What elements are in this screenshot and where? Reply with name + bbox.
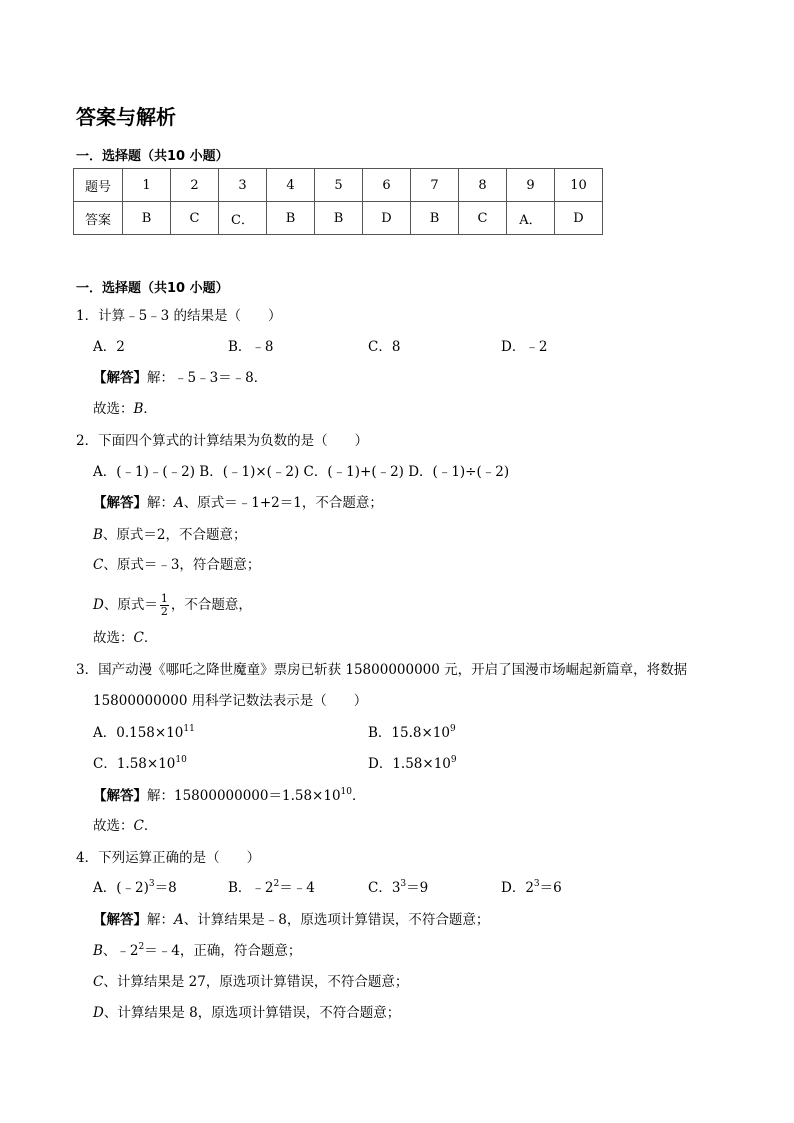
solution-text: 解：15800000000＝1.58×10 xyxy=(147,788,341,804)
pick-label: 故选： xyxy=(93,818,134,834)
solution-tag: 【解答】 xyxy=(93,370,147,386)
solution-text: 、原式＝ xyxy=(103,597,158,613)
q4-option-d xyxy=(501,879,562,897)
pick-end: ． xyxy=(143,818,158,834)
q2-solution-a xyxy=(93,494,383,512)
option-end: ＝﹣4 xyxy=(279,880,315,896)
q4-solution-c xyxy=(93,973,408,991)
q4-stem: 4．下列运算正确的是（ ） xyxy=(76,850,261,866)
table-row-numbers xyxy=(74,169,603,202)
solution-text: ，不合题意， xyxy=(170,597,252,613)
solution-text: ＝﹣4，正确，符合题意； xyxy=(144,943,302,959)
q3-stem-line1: 3．国产动漫《哪吒之降世魔童》票房已斩获 15800000000 元，开启了国漫市场崛起新篇章，将数据 xyxy=(76,662,688,678)
fraction-numerator: 1 xyxy=(160,592,168,605)
q1-stem: 1．计算﹣5﹣3 的结果是（ ） xyxy=(76,308,282,324)
solution-tag: 【解答】 xyxy=(93,495,147,511)
q1-option-d: D．﹣2 xyxy=(501,339,548,355)
solution-tag: 【解答】 xyxy=(93,912,147,928)
option-text: A．0.158×10 xyxy=(93,725,184,741)
page-title: 答案与解析 xyxy=(76,105,176,129)
q3-option-c xyxy=(93,755,187,773)
q2-stem: 2．下面四个算式的计算结果为负数的是（ ） xyxy=(76,433,369,449)
q3-option-b xyxy=(368,724,456,742)
option-letter: A xyxy=(174,912,184,928)
table-cell: 5 xyxy=(315,169,363,202)
q3-pick xyxy=(93,817,157,835)
solution-prefix: 解： xyxy=(147,495,174,511)
solution-text: 解：﹣5﹣3＝﹣8． xyxy=(147,370,268,386)
option-text: A．(﹣2) xyxy=(93,880,149,896)
option-letter: D xyxy=(93,597,104,613)
option-end: ＝9 xyxy=(406,880,429,896)
table-cell: C． xyxy=(219,202,267,235)
table-cell: 8 xyxy=(459,169,507,202)
exponent: 9 xyxy=(450,755,457,765)
option-text: B．﹣2 xyxy=(228,880,274,896)
table-cell: 6 xyxy=(363,169,411,202)
q2-pick xyxy=(93,629,157,647)
q1-pick xyxy=(93,400,157,418)
fraction-denominator: 2 xyxy=(160,605,168,618)
section-heading-2: 一．选择题（共10 小题） xyxy=(76,281,229,296)
option-letter: D xyxy=(93,1005,104,1021)
solution-text: 、计算结果是 27，原选项计算错误，不符合题意； xyxy=(103,974,409,990)
pick-label: 故选： xyxy=(93,630,134,646)
solution-text: 、原式＝2，不合题意； xyxy=(102,527,247,543)
solution-text: 、﹣2 xyxy=(102,943,139,959)
q1-option-b: B．﹣8 xyxy=(228,339,274,355)
table-cell: C xyxy=(459,202,507,235)
exponent: 2 xyxy=(273,879,280,889)
pick-end: ． xyxy=(143,630,158,646)
q2-solution-c xyxy=(93,556,260,574)
solution-end: ． xyxy=(351,788,366,804)
table-cell: C xyxy=(171,202,219,235)
exponent: 2 xyxy=(138,942,145,952)
exponent: 3 xyxy=(533,879,540,889)
table-cell: B xyxy=(123,202,171,235)
answer-table xyxy=(73,168,603,235)
q4-solution-b xyxy=(93,942,301,960)
q4-option-b xyxy=(228,879,315,897)
solution-text: 、原式＝﹣3，符合题意； xyxy=(103,557,261,573)
q2-solution-d xyxy=(93,593,252,618)
q1-option-a: A．2 xyxy=(93,339,125,355)
option-text: D．2 xyxy=(501,880,534,896)
exponent: 3 xyxy=(148,879,155,889)
table-cell: 10 xyxy=(555,169,603,202)
table-row-answers xyxy=(74,202,603,235)
section-heading: 一．选择题（共10 小题） xyxy=(76,149,229,164)
exponent: 10 xyxy=(340,787,352,797)
q3-solution xyxy=(93,787,365,805)
q1-solution xyxy=(93,369,267,387)
exponent: 9 xyxy=(449,724,456,734)
table-cell: 3 xyxy=(219,169,267,202)
table-cell: B xyxy=(411,202,459,235)
option-letter: C xyxy=(93,974,104,990)
pick-end: ． xyxy=(143,401,157,417)
option-end: ＝8 xyxy=(154,880,177,896)
q4-option-c xyxy=(368,879,428,897)
row-label-answers: 答案 xyxy=(74,202,123,235)
option-letter: B xyxy=(93,943,103,959)
solution-tag: 【解答】 xyxy=(93,788,147,804)
solution-text: 、计算结果是 8，原选项计算错误，不符合题意； xyxy=(103,1005,401,1021)
table-cell: B xyxy=(267,202,315,235)
exponent: 3 xyxy=(400,879,407,889)
table-cell: D xyxy=(363,202,411,235)
q3-option-a xyxy=(93,724,195,742)
exponent: 10 xyxy=(175,755,187,765)
pick-answer: C xyxy=(133,630,144,646)
option-text: D．1.58×10 xyxy=(368,756,451,772)
option-letter: B xyxy=(93,527,103,543)
q1-option-c: C．8 xyxy=(368,339,401,355)
solution-prefix: 解： xyxy=(147,912,174,928)
option-text: C．1.58×10 xyxy=(93,756,176,772)
table-cell: 4 xyxy=(267,169,315,202)
option-letter: A xyxy=(174,495,184,511)
table-cell: 2 xyxy=(171,169,219,202)
table-cell: 7 xyxy=(411,169,459,202)
q4-solution-a xyxy=(93,911,489,929)
table-cell: B xyxy=(315,202,363,235)
option-letter: C xyxy=(93,557,104,573)
table-cell: 1 xyxy=(123,169,171,202)
q2-options: A．(﹣1)﹣(﹣2) B．(﹣1)×(﹣2) C．(﹣1)+(﹣2) D．(﹣1)÷(﹣2) xyxy=(93,464,510,480)
table-cell: A． xyxy=(507,202,555,235)
row-label-numbers: 题号 xyxy=(74,169,123,202)
q4-solution-d xyxy=(93,1004,400,1022)
q3-stem-line2: 15800000000 用科学记数法表示是（ ） xyxy=(93,693,368,709)
table-cell: D xyxy=(555,202,603,235)
q2-solution-b xyxy=(93,526,247,544)
solution-text: 、计算结果是﹣8，原选项计算错误，不符合题意； xyxy=(183,912,490,928)
option-text: B．15.8×10 xyxy=(368,725,450,741)
exponent: 11 xyxy=(183,724,195,734)
pick-label: 故选： xyxy=(93,401,134,417)
option-end: ＝6 xyxy=(539,880,562,896)
pick-answer: B xyxy=(133,401,144,417)
fraction xyxy=(160,593,169,618)
q4-option-a xyxy=(93,879,177,897)
pick-answer: C xyxy=(133,818,144,834)
option-text: C．3 xyxy=(368,880,401,896)
table-cell: 9 xyxy=(507,169,555,202)
solution-text: 、原式＝﹣1+2＝1，不合题意； xyxy=(183,495,383,511)
q3-option-d xyxy=(368,755,457,773)
